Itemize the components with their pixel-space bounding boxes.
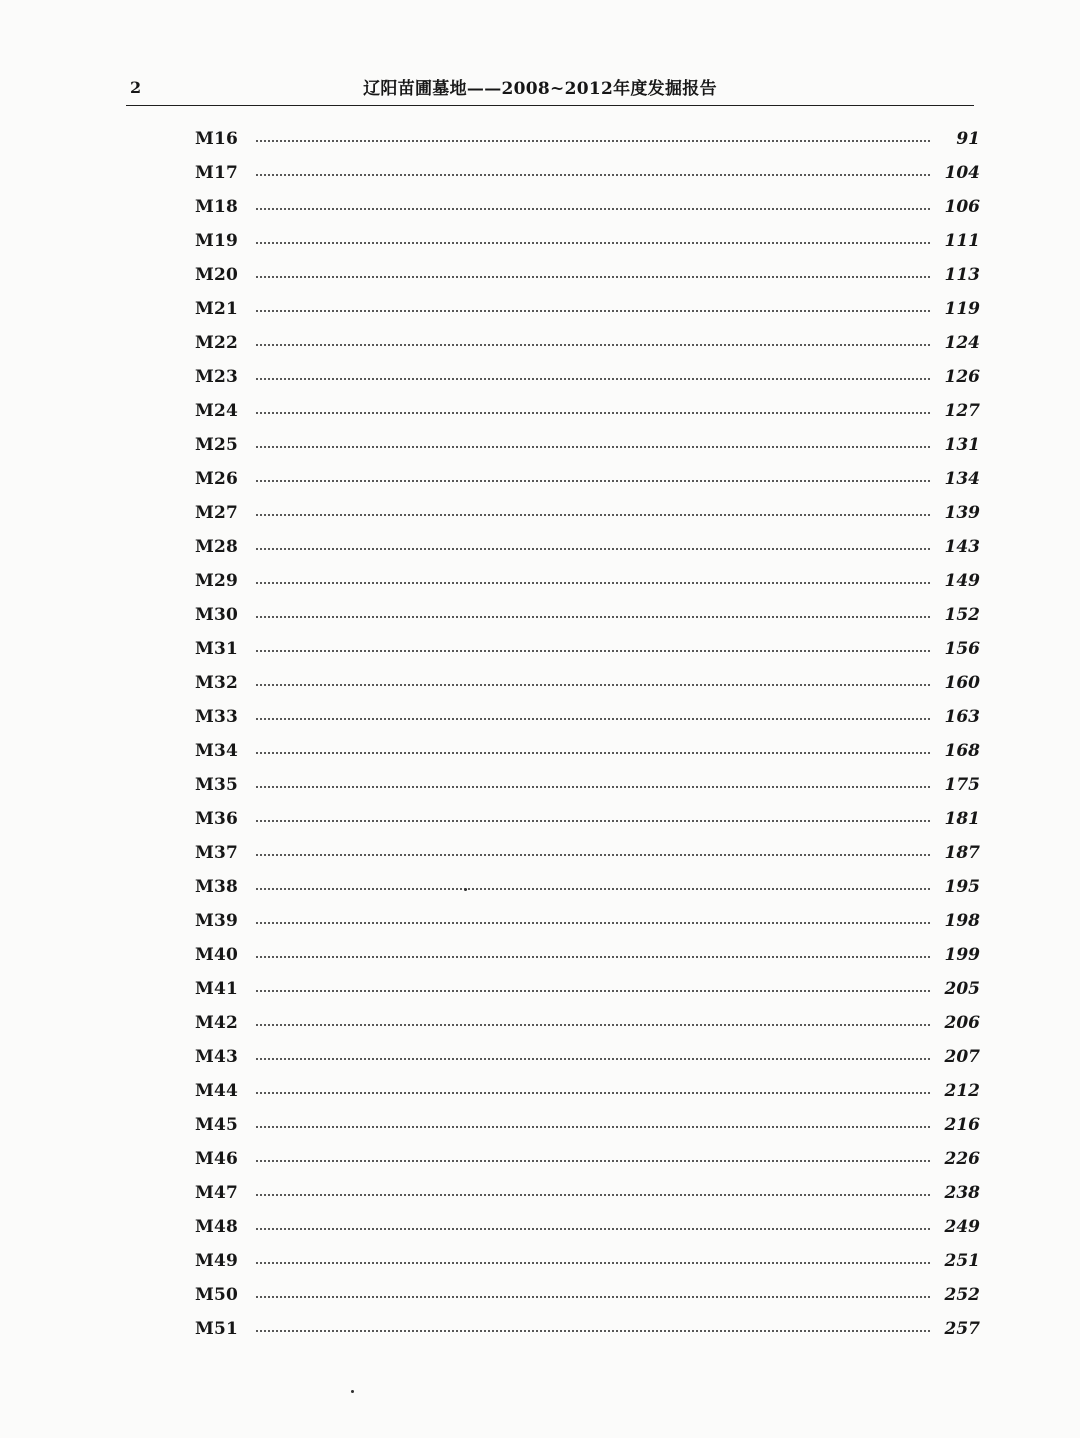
toc-entry — [195, 1074, 980, 1108]
toc-entry-label: M40 — [195, 945, 239, 965]
toc-entry-page-number: 160 — [944, 673, 980, 693]
toc-entry-label: M24 — [195, 401, 239, 421]
toc-entry-label: M18 — [195, 197, 239, 217]
toc-entry-page-number: 251 — [944, 1251, 980, 1271]
toc-entry-page-number: 131 — [944, 435, 980, 455]
dot-leader — [255, 1160, 932, 1162]
toc-entry — [195, 156, 980, 190]
toc-entry-page-number: 134 — [944, 469, 980, 489]
toc-entry-page-number: 168 — [944, 741, 980, 761]
dot-leader — [255, 140, 932, 142]
toc-entry-label: M46 — [195, 1149, 239, 1169]
toc-entry — [195, 632, 980, 666]
toc-entry — [195, 972, 980, 1006]
toc-entry — [195, 428, 980, 462]
dot-leader — [255, 786, 932, 788]
dot-leader — [255, 922, 932, 924]
toc-entry — [195, 666, 980, 700]
toc-entry — [195, 1312, 980, 1346]
toc-entry — [195, 700, 980, 734]
toc-entry — [195, 1278, 980, 1312]
dot-leader — [255, 752, 932, 754]
dot-leader — [255, 276, 932, 278]
dot-leader — [255, 480, 932, 482]
dot-leader — [255, 310, 932, 312]
scan-speck — [464, 888, 467, 891]
toc-entry — [195, 360, 980, 394]
dot-leader — [255, 1262, 932, 1264]
toc-entry-label: M48 — [195, 1217, 239, 1237]
dot-leader — [255, 956, 932, 958]
toc-entry-label: M19 — [195, 231, 239, 251]
toc-entry — [195, 870, 980, 904]
toc-entry-label: M27 — [195, 503, 239, 523]
toc-entry-page-number: 212 — [944, 1081, 980, 1101]
toc-entry-page-number: 139 — [944, 503, 980, 523]
toc-entry-label: M17 — [195, 163, 239, 183]
dot-leader — [255, 1228, 932, 1230]
toc-entry — [195, 496, 980, 530]
toc-entry-page-number: 175 — [944, 775, 980, 795]
toc-entry — [195, 258, 980, 292]
page-number: 2 — [130, 78, 142, 97]
toc-entry-label: M34 — [195, 741, 239, 761]
toc-entry-label: M35 — [195, 775, 239, 795]
toc-entry-label: M29 — [195, 571, 239, 591]
toc-entry-label: M16 — [195, 129, 239, 149]
toc-entry — [195, 190, 980, 224]
toc-entry-page-number: 181 — [944, 809, 980, 829]
toc-entry-label: M32 — [195, 673, 239, 693]
toc-entry-label: M47 — [195, 1183, 239, 1203]
toc-entry-page-number: 257 — [944, 1319, 980, 1339]
toc-entry-page-number: 205 — [944, 979, 980, 999]
running-title: 辽阳苗圃墓地——2008~2012年度发掘报告 — [363, 79, 717, 99]
toc-entry — [195, 564, 980, 598]
toc-entry — [195, 1210, 980, 1244]
toc-entry — [195, 1142, 980, 1176]
toc-entry-page-number: 252 — [944, 1285, 980, 1305]
dot-leader — [255, 174, 932, 176]
toc-entry-label: M51 — [195, 1319, 239, 1339]
toc-entry — [195, 904, 980, 938]
toc-entry-label: M45 — [195, 1115, 239, 1135]
toc-entry-page-number: 199 — [944, 945, 980, 965]
toc-entry-page-number: 163 — [944, 707, 980, 727]
toc-entry-page-number: 195 — [944, 877, 980, 897]
dot-leader — [255, 1024, 932, 1026]
toc-entry — [195, 734, 980, 768]
toc-entry-label: M21 — [195, 299, 239, 319]
dot-leader — [255, 582, 932, 584]
toc-entry-label: M38 — [195, 877, 239, 897]
toc-entry-page-number: 156 — [944, 639, 980, 659]
toc-entry-page-number: 126 — [944, 367, 980, 387]
toc-entry — [195, 224, 980, 258]
dot-leader — [255, 1126, 932, 1128]
toc-entry — [195, 1176, 980, 1210]
toc-entry-page-number: 238 — [944, 1183, 980, 1203]
toc-entry — [195, 1108, 980, 1142]
toc-entry-page-number: 198 — [944, 911, 980, 931]
dot-leader — [255, 242, 932, 244]
dot-leader — [255, 684, 932, 686]
toc-entry-label: M49 — [195, 1251, 239, 1271]
toc-entry — [195, 768, 980, 802]
dot-leader — [255, 412, 932, 414]
toc-entry-page-number: 106 — [944, 197, 980, 217]
toc-entry — [195, 122, 980, 156]
scan-speck — [351, 1390, 354, 1393]
toc-entry-label: M36 — [195, 809, 239, 829]
toc-entry-label: M30 — [195, 605, 239, 625]
dot-leader — [255, 616, 932, 618]
toc-entry-label: M42 — [195, 1013, 239, 1033]
toc-entry — [195, 530, 980, 564]
toc-entry — [195, 1006, 980, 1040]
toc-entry — [195, 1040, 980, 1074]
toc-entry-page-number: 127 — [944, 401, 980, 421]
dot-leader — [255, 1296, 932, 1298]
dot-leader — [255, 1330, 932, 1332]
toc-entry-page-number: 216 — [944, 1115, 980, 1135]
dot-leader — [255, 446, 932, 448]
toc-entry-page-number: 206 — [944, 1013, 980, 1033]
toc-entry — [195, 1244, 980, 1278]
dot-leader — [255, 888, 932, 890]
toc-entry-page-number: 207 — [944, 1047, 980, 1067]
toc-entry — [195, 598, 980, 632]
toc-entry-label: M26 — [195, 469, 239, 489]
toc-entry-page-number: 249 — [944, 1217, 980, 1237]
toc-entry-label: M20 — [195, 265, 239, 285]
toc-entry-page-number: 111 — [944, 231, 980, 251]
dot-leader — [255, 344, 932, 346]
toc-entry — [195, 462, 980, 496]
toc-entry — [195, 326, 980, 360]
toc-entry-label: M31 — [195, 639, 239, 659]
toc-entry-label: M43 — [195, 1047, 239, 1067]
toc-entry — [195, 292, 980, 326]
toc-entry-page-number: 187 — [944, 843, 980, 863]
toc-entry-page-number: 226 — [944, 1149, 980, 1169]
dot-leader — [255, 514, 932, 516]
dot-leader — [255, 650, 932, 652]
dot-leader — [255, 378, 932, 380]
toc-entry-page-number: 143 — [944, 537, 980, 557]
toc-entry-page-number: 119 — [944, 299, 980, 319]
dot-leader — [255, 1058, 932, 1060]
toc-entry — [195, 836, 980, 870]
toc-entry-label: M39 — [195, 911, 239, 931]
dot-leader — [255, 854, 932, 856]
dot-leader — [255, 990, 932, 992]
toc-entry-page-number: 149 — [944, 571, 980, 591]
header-rule — [126, 105, 974, 106]
toc-entry-label: M37 — [195, 843, 239, 863]
dot-leader — [255, 820, 932, 822]
toc-entry-label: M33 — [195, 707, 239, 727]
toc-entry-page-number: 124 — [944, 333, 980, 353]
toc-entry-label: M25 — [195, 435, 239, 455]
dot-leader — [255, 548, 932, 550]
toc-entry-label: M44 — [195, 1081, 239, 1101]
toc-entry-label: M50 — [195, 1285, 239, 1305]
toc-entry-label: M28 — [195, 537, 239, 557]
toc-entry-label: M23 — [195, 367, 239, 387]
dot-leader — [255, 208, 932, 210]
dot-leader — [255, 718, 932, 720]
toc-entry-label: M41 — [195, 979, 239, 999]
toc-entry-page-number: 104 — [944, 163, 980, 183]
toc-entry — [195, 394, 980, 428]
toc-entry — [195, 802, 980, 836]
dot-leader — [255, 1194, 932, 1196]
toc-entry-page-number: 152 — [944, 605, 980, 625]
toc-entry-page-number: 91 — [956, 129, 980, 149]
dot-leader — [255, 1092, 932, 1094]
toc-entry — [195, 938, 980, 972]
toc-entry-label: M22 — [195, 333, 239, 353]
toc-entry-page-number: 113 — [944, 265, 980, 285]
